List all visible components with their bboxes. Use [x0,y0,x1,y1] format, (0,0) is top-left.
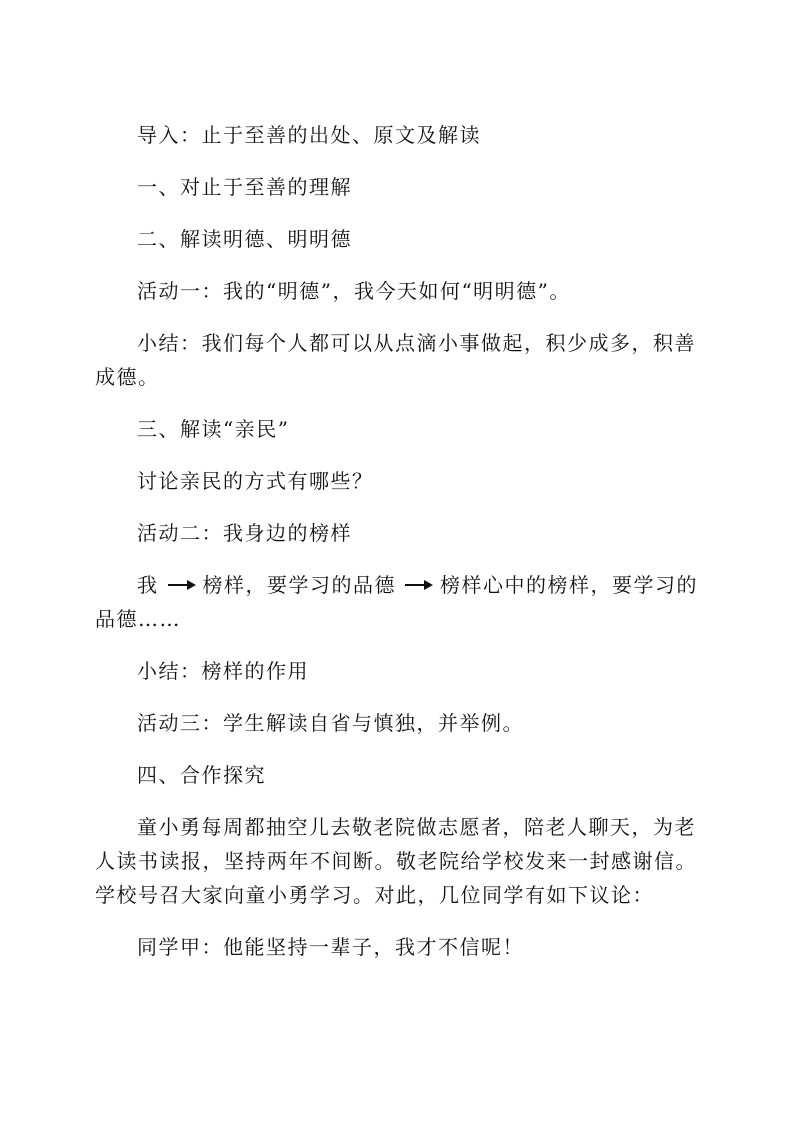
section-four-heading: 四、合作探究 [137,763,266,787]
section-one-heading: 一、对止于至善的理解 [137,175,352,199]
activity-one-paragraph: 活动一：我的“明德”，我今天如何“明明德”。 [137,279,571,303]
document-body [95,118,710,964]
summary-two-paragraph: 小结：榜样的作用 [137,659,309,683]
flow-step-role-model: 榜样，要学习的品德 [202,573,396,597]
case-study-paragraph: 童小勇每周都抽空儿去敬老院做志愿者，陪老人聊天，为老人读书读报，坚持两年不间断。敬老院给学校发来一封感谢信。学校号召大家向童小勇学习。对此，几位同学有如下议论： [95,815,697,907]
right-arrow-icon [404,578,434,592]
flow-step-me: 我 [137,573,159,597]
activity-two-paragraph: 活动二：我身边的榜样 [137,521,352,545]
discussion-question-paragraph: 讨论亲民的方式有哪些？ [137,469,374,493]
right-arrow-icon [167,578,197,592]
activity-three-paragraph: 活动三：学生解读自省与慎独，并举例。 [137,711,524,735]
flow-step-role-models-role-model: 榜样心中的榜样，要学习的品德…… [95,573,698,631]
intro-paragraph: 导入：止于至善的出处、原文及解读 [137,123,481,147]
role-model-flow-paragraph [95,568,710,636]
section-two-heading: 二、解读明德、明明德 [137,227,352,251]
section-three-heading: 三、解读“亲民” [137,417,290,441]
student-a-comment-paragraph: 同学甲：他能坚持一辈子，我才不信呢！ [137,935,524,959]
summary-one-paragraph: 小结：我们每个人都可以从点滴小事做起，积少成多，积善成德。 [95,331,696,389]
